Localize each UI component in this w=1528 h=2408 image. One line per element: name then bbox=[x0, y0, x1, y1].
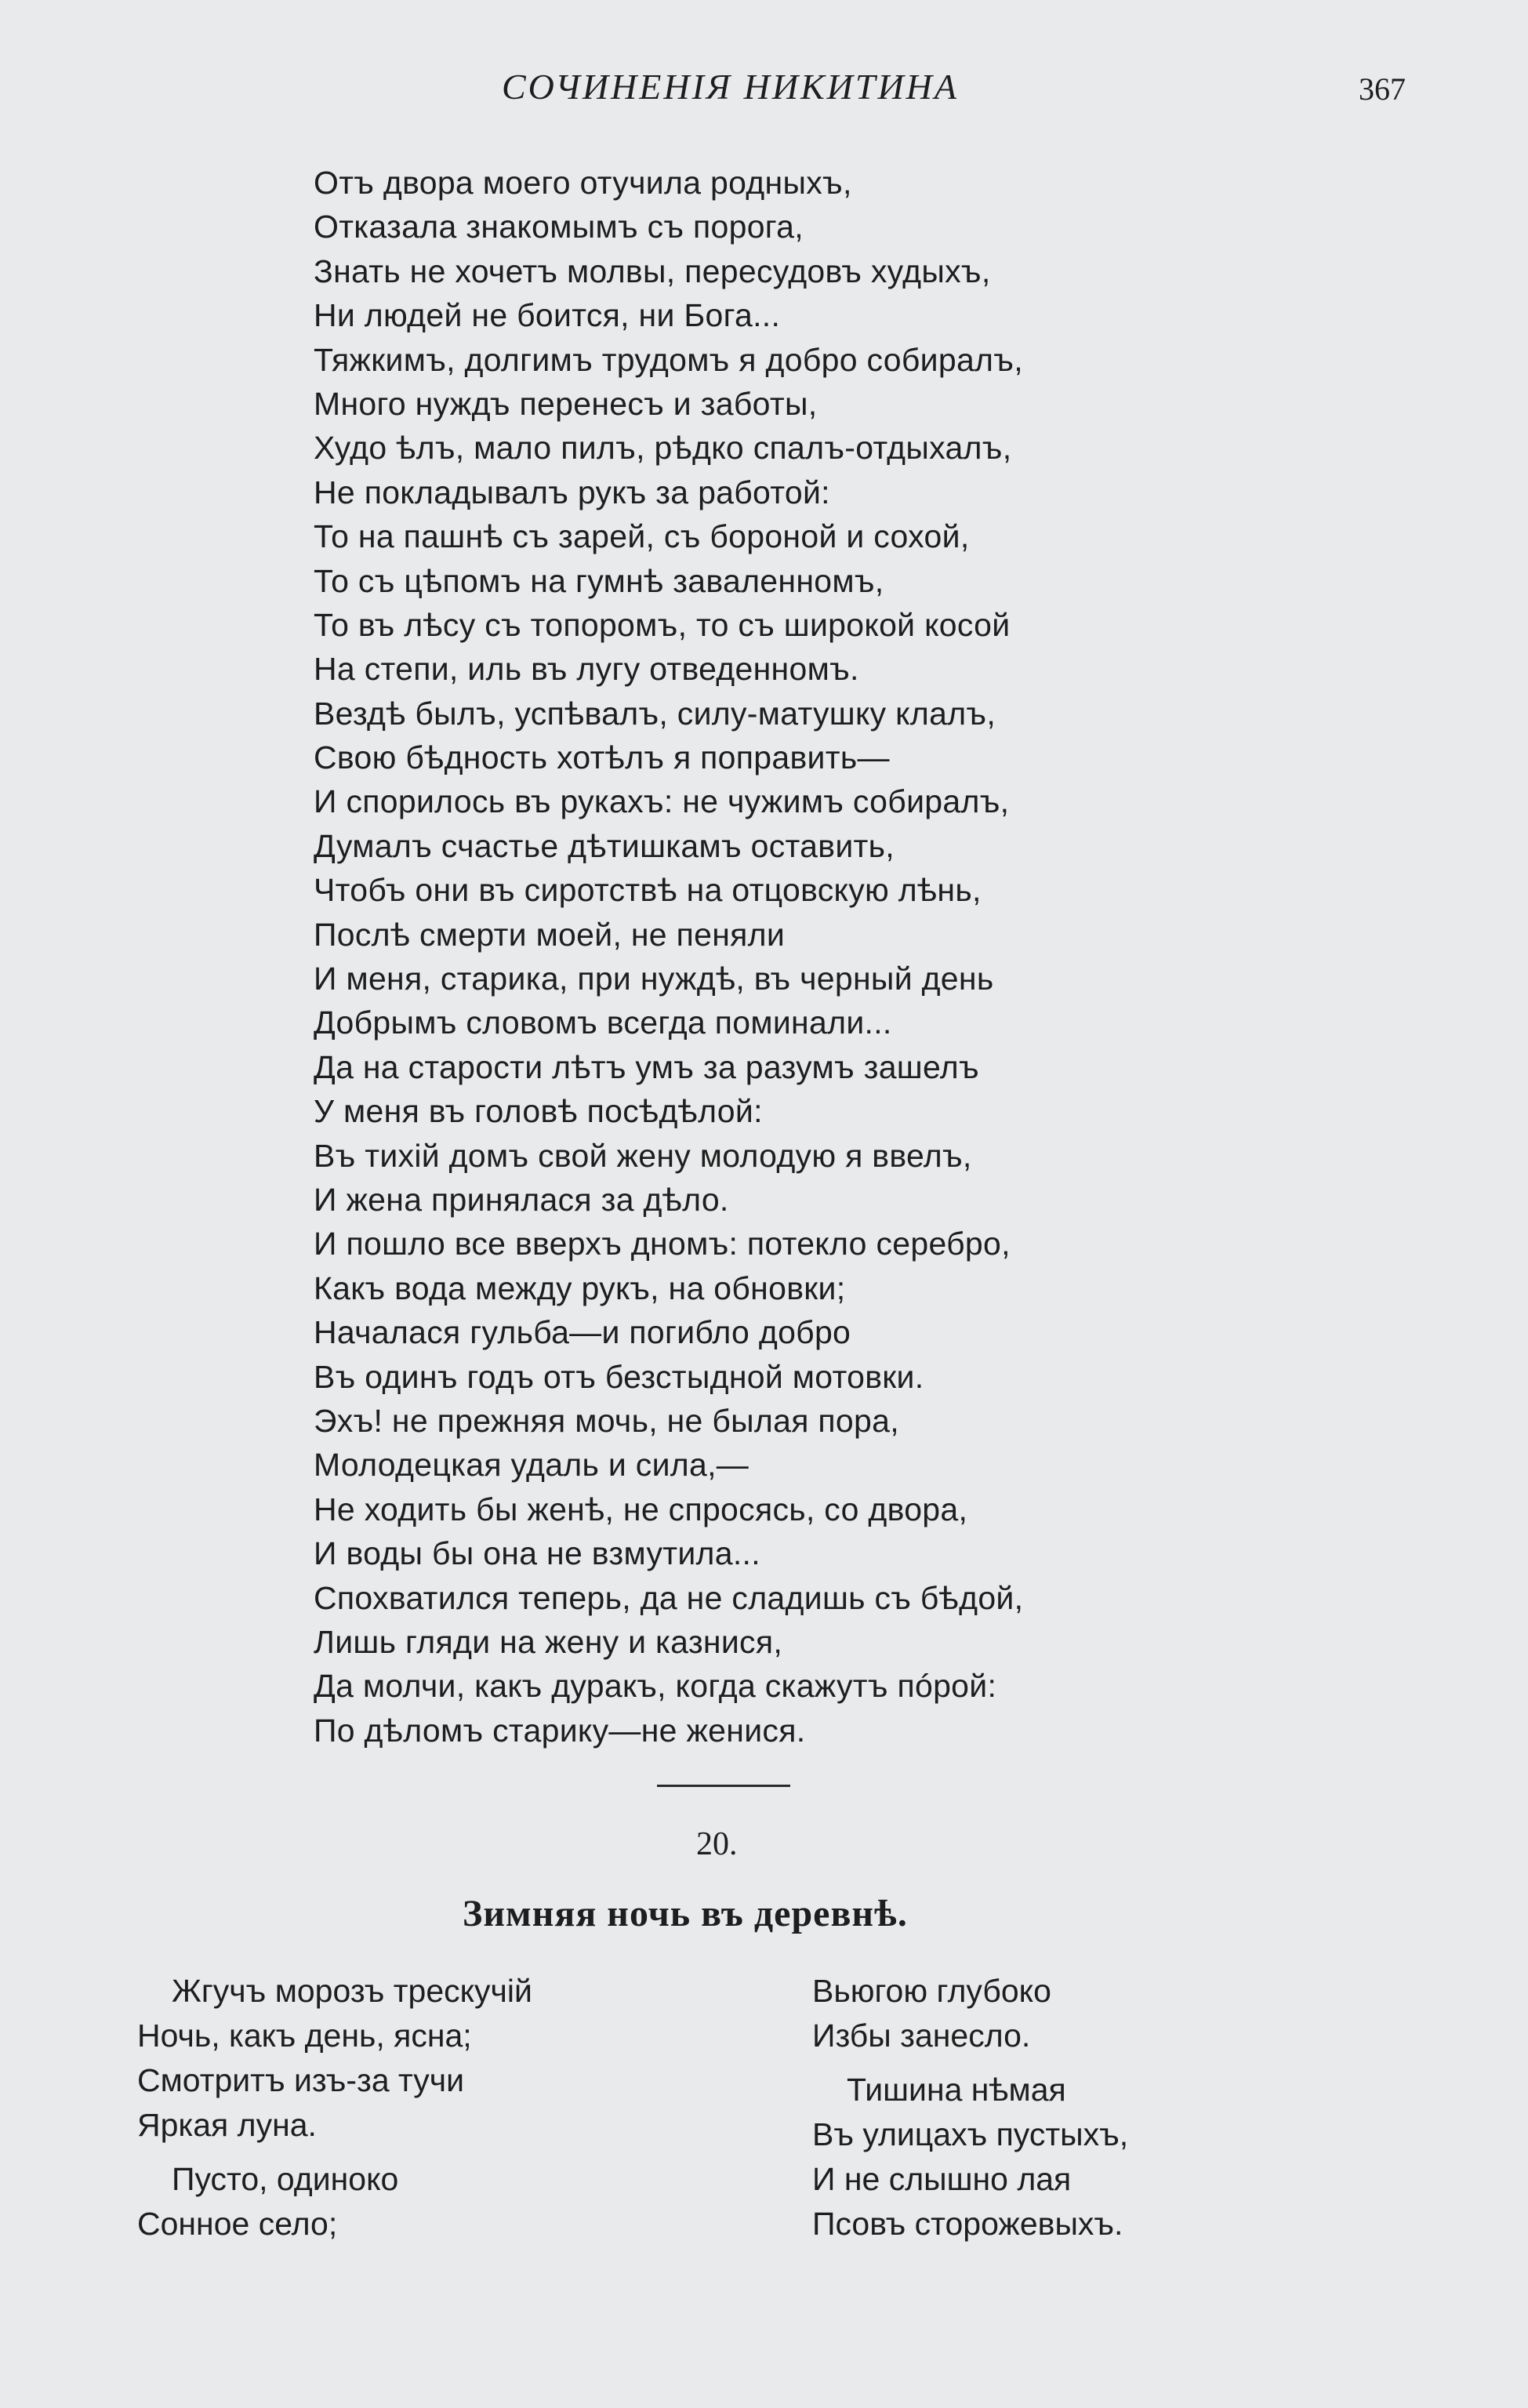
poem-line: Жгучъ морозъ трескучій bbox=[172, 1973, 532, 2009]
poem-line: Пусто, одиноко bbox=[172, 2161, 399, 2197]
poem-line: Не ходить бы женѣ, не спросясь, со двора, bbox=[314, 1491, 968, 1527]
page-number: 367 bbox=[1359, 71, 1406, 107]
poem-line: Думалъ счастье дѣтишкамъ оставить, bbox=[314, 827, 895, 864]
poem-column-right bbox=[812, 1969, 1361, 2256]
poem-line: Знать не хочетъ молвы, пересудовъ худыхъ, bbox=[314, 252, 991, 289]
poem-line: И жена принялася за дѣло. bbox=[314, 1181, 729, 1218]
poem-line: Началася гульба—и погибло добро bbox=[314, 1314, 851, 1351]
poem-line: Въ одинъ годъ отъ безстыдной мотовки. bbox=[314, 1358, 924, 1395]
poem-line: Смотритъ изъ-за тучи bbox=[137, 2062, 465, 2098]
poem-line: То въ лѣсу съ топоромъ, то съ широкой косой bbox=[314, 606, 1011, 643]
stanza bbox=[137, 1969, 686, 2148]
poem-line: То на пашнѣ съ зарей, съ бороной и сохой, bbox=[314, 518, 970, 555]
poem-line: Отказала знакомымъ съ порога, bbox=[314, 209, 804, 245]
poem-line: Въ улицахъ пустыхъ, bbox=[812, 2116, 1129, 2152]
poem-line: И спорилось въ рукахъ: не чужимъ собиралъ, bbox=[314, 783, 1010, 820]
poem-line: Свою бѣдность хотѣлъ я поправить— bbox=[314, 739, 890, 776]
poem-line: Лишь гляди на жену и казнися, bbox=[314, 1623, 783, 1660]
poem-line: Тяжкимъ, долгимъ трудомъ я добро собиралъ, bbox=[314, 341, 1023, 378]
poem-line: И воды бы она не взмутила... bbox=[314, 1535, 760, 1572]
poem-line: По дѣломъ старику—не женися. bbox=[314, 1712, 806, 1749]
poem-line: Добрымъ словомъ всегда поминали... bbox=[314, 1004, 892, 1041]
stanza bbox=[812, 2068, 1361, 2246]
poem-line: Псовъ сторожевыхъ. bbox=[812, 2206, 1123, 2242]
poem-column-left bbox=[137, 1969, 686, 2256]
stanza bbox=[137, 2157, 686, 2246]
poem-line: Да молчи, какъ дуракъ, когда скажутъ пóрой: bbox=[314, 1668, 997, 1705]
poem-title: Зимняя ночь въ деревнѣ. bbox=[463, 1893, 908, 1934]
stanza bbox=[812, 1969, 1361, 2058]
poem-line: Не покладывалъ рукъ за работой: bbox=[314, 474, 830, 510]
poem-line: Въ тихій домъ свой жену молодую я ввелъ, bbox=[314, 1137, 972, 1174]
poem-line: Вьюгою глубоко bbox=[812, 1973, 1051, 2009]
running-title: СОЧИНЕНІЯ НИКИТИНА bbox=[502, 67, 959, 107]
poem-line: Ни людей не боится, ни Бога... bbox=[314, 297, 781, 334]
poem-line: Тишина нѣмая bbox=[847, 2072, 1066, 2108]
poem-line: Отъ двора моего отучила родныхъ, bbox=[314, 165, 852, 201]
poem-line: Чтобъ они въ сиротствѣ на отцовскую лѣнь, bbox=[314, 872, 982, 909]
poem-continued bbox=[314, 161, 1176, 1752]
poem-line: Да на старости лѣтъ умъ за разумъ зашелъ bbox=[314, 1048, 979, 1085]
poem-line: Избы занесло. bbox=[812, 2018, 1031, 2054]
poem-line: На степи, иль въ лугу отведенномъ. bbox=[314, 651, 859, 688]
poem-line: И меня, старика, при нуждѣ, въ черный день bbox=[314, 961, 994, 997]
poem-line: Яркая луна. bbox=[137, 2107, 317, 2143]
poem-line: Сонное село; bbox=[137, 2206, 338, 2242]
poem-line: У меня въ головѣ посѣдѣлой: bbox=[314, 1093, 763, 1130]
poem-line: Ночь, какъ день, ясна; bbox=[137, 2018, 472, 2054]
poem-line: И пошло все вверхъ дномъ: потекло серебро, bbox=[314, 1226, 1011, 1262]
poem-line: Вездѣ былъ, успѣвалъ, силу-матушку клалъ, bbox=[314, 695, 996, 732]
poem-line: Худо ѣлъ, мало пилъ, рѣдко спалъ-отдыхалъ, bbox=[314, 430, 1012, 467]
poem-line: Много нуждъ перенесъ и заботы, bbox=[314, 385, 818, 422]
poem-line: И не слышно лая bbox=[812, 2161, 1072, 2197]
poem-line: Эхъ! не прежняя мочь, не былая пора, bbox=[314, 1402, 899, 1439]
poem-line: Молодецкая удаль и сила,— bbox=[314, 1447, 749, 1484]
poem-line: То съ цѣпомъ на гумнѣ заваленномъ, bbox=[314, 562, 884, 599]
poem-line: Спохватился теперь, да не сладишь съ бѣдой, bbox=[314, 1579, 1024, 1616]
section-separator bbox=[657, 1785, 790, 1787]
poem-number: 20. bbox=[696, 1826, 738, 1862]
poem-line: Послѣ смерти моей, не пеняли bbox=[314, 916, 786, 953]
poem-line: Какъ вода между рукъ, на обновки; bbox=[314, 1269, 846, 1306]
